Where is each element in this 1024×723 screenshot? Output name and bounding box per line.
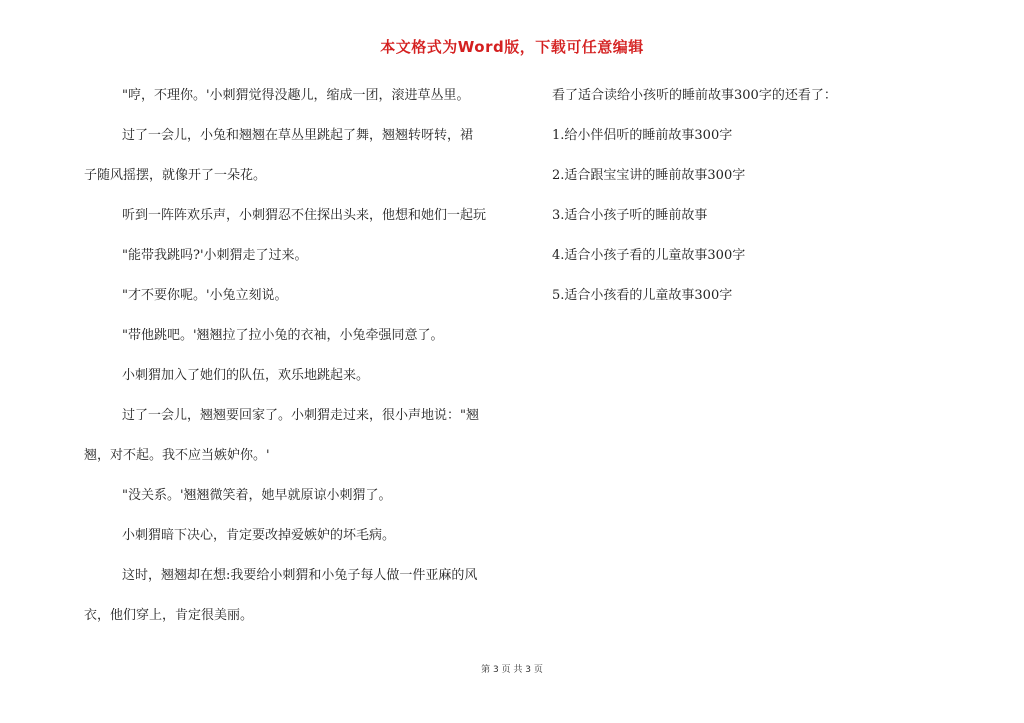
story-line: 小刺猬暗下决心，肯定要改掉爱嫉妒的坏毛病。 [122,528,396,543]
related-link[interactable]: 4.适合小孩子看的儿童故事300字 [552,248,746,263]
document-banner: 本文格式为Word版，下载可任意编辑 [380,38,644,56]
story-line: "能带我跳吗?'小刺猬走了过来。 [122,248,308,263]
story-line: "带他跳吧。'翘翘拉了拉小兔的衣袖，小兔牵强同意了。 [122,328,444,343]
story-line: 听到一阵阵欢乐声，小刺猬忍不住探出头来，他想和她们一起玩 [122,208,487,223]
related-heading: 看了适合读给小孩听的睡前故事300字的还看了： [552,88,837,103]
story-line: 衣，他们穿上，肯定很美丽。 [84,608,254,623]
story-line: "才不要你呢。'小兔立刻说。 [122,288,288,303]
related-link[interactable]: 1.给小伴侣听的睡前故事300字 [552,128,733,143]
story-line: "没关系。'翘翘微笑着，她早就原谅小刺猬了。 [122,488,392,503]
story-line: 小刺猬加入了她们的队伍，欢乐地跳起来。 [122,368,370,383]
story-line: 过了一会儿，小兔和翘翘在草丛里跳起了舞，翘翘转呀转，裙 [122,128,474,143]
story-line: 这时，翘翘却在想:我要给小刺猬和小兔子每人做一件亚麻的风 [122,568,478,583]
story-line: 翘，对不起。我不应当嫉妒你。' [84,448,270,463]
story-line: 子随风摇摆，就像开了一朵花。 [84,168,267,183]
related-link[interactable]: 3.适合小孩子听的睡前故事 [552,208,708,223]
page-number: 第 3 页 共 3 页 [481,665,543,675]
story-line: 过了一会儿，翘翘要回家了。小刺猬走过来，很小声地说："翘 [122,408,479,423]
story-line: "哼，不理你。'小刺猬觉得没趣儿，缩成一团，滚进草丛里。 [122,88,470,103]
related-link[interactable]: 5.适合小孩看的儿童故事300字 [552,288,733,303]
related-link[interactable]: 2.适合跟宝宝讲的睡前故事300字 [552,168,746,183]
